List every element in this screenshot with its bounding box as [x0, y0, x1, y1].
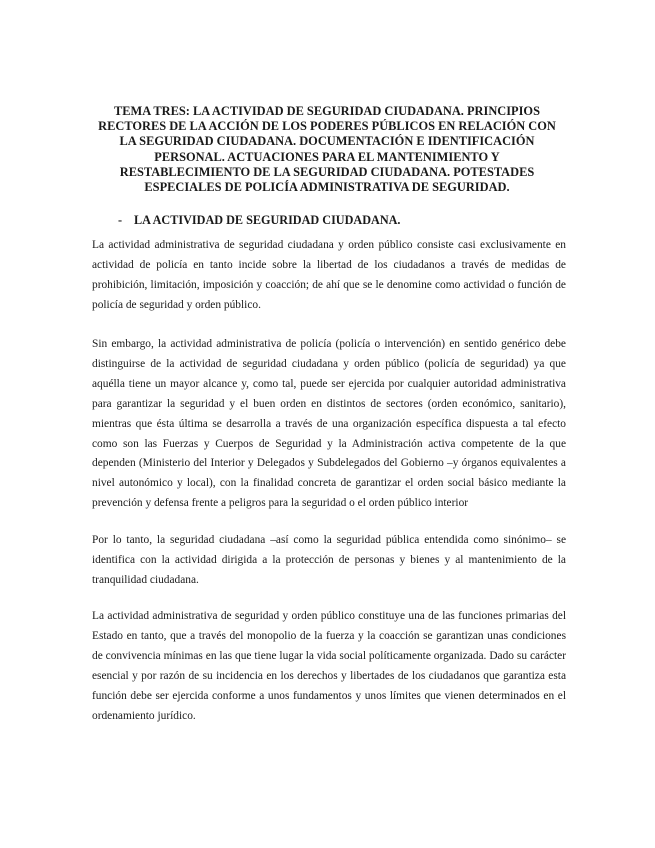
document-title: TEMA TRES: LA ACTIVIDAD DE SEGURIDAD CIUDADANA. PRINCIPIOS RECTORES DE LA ACCIÓN DE LOS PODERES PÚBLICOS EN RELACIÓN CON LA SEGURIDAD CIUDADANA. DOCUMENTACIÓN E IDENTIFICACIÓN PERSONAL. ACTUACIONES PARA EL MANTENIMIENTO Y RESTABLECIMIENTO DE LA SEGURIDAD CIUDADANA. POTESTADES ESPECIALES DE POLICÍA ADMINISTRATIVA DE SEGURIDAD. — [98, 104, 556, 195]
paragraph-3: Por lo tanto, la seguridad ciudadana –así como la seguridad pública entendida como sinónimo– se identifica con la actividad dirigida a la protección de personas y bienes y al mantenimiento de la tranquilidad ciudadana. — [92, 534, 566, 586]
section-marker: - — [118, 213, 123, 227]
paragraph-4: La actividad administrativa de seguridad y orden público constituye una de las funciones primarias del Estado en tanto, que a través del monopolio de la fuerza y la coacción se garantizan unas condiciones de convivencia mínimas en las que tiene lugar la vida social políticamente organizada. Dado su carácter esencial y por razón de su incidencia en los derechos y libertades de los ciudadanos que garantiza esta función debe ser ejercida conforme a unos fundamentos y unos límites que vienen determinados en el ordenamiento jurídico. — [92, 610, 566, 722]
section-heading-text: LA ACTIVIDAD DE SEGURIDAD CIUDADANA. — [134, 213, 401, 227]
paragraph-1: La actividad administrativa de seguridad ciudadana y orden público consiste casi exclusivamente en actividad de policía en tanto incide sobre la libertad de los ciudadanos a través de medidas de prohibición, limitación, imposición y coacción; de ahí que se le denomine como actividad o función de policía de seguridad y orden público. — [92, 239, 566, 311]
section-heading — [118, 213, 400, 228]
paragraph-2: Sin embargo, la actividad administrativa de policía (policía o intervención) en sentido genérico debe distinguirse de la actividad de seguridad ciudadana y orden público (policía de seguridad) ya que aquélla tiene un mayor alcance y, como tal, puede ser ejercida por cualquier autoridad administrativa para garantizar la seguridad y el buen orden en distintos de sectores (orden económico, sanitario), mientras que ésta última se desarrolla a través de una organización específica dispuesta a tal efecto como son las Fuerzas y Cuerpos de Seguridad y la Administración activa competente de la que dependen (Ministerio del Interior y Delegados y Subdelegados del Gobierno –y órganos equivalentes a nivel autonómico y local), con la finalidad concreta de garantizar el orden social básico mediante la prevención y defensa frente a peligros para la seguridad o el orden público interior — [92, 338, 566, 510]
